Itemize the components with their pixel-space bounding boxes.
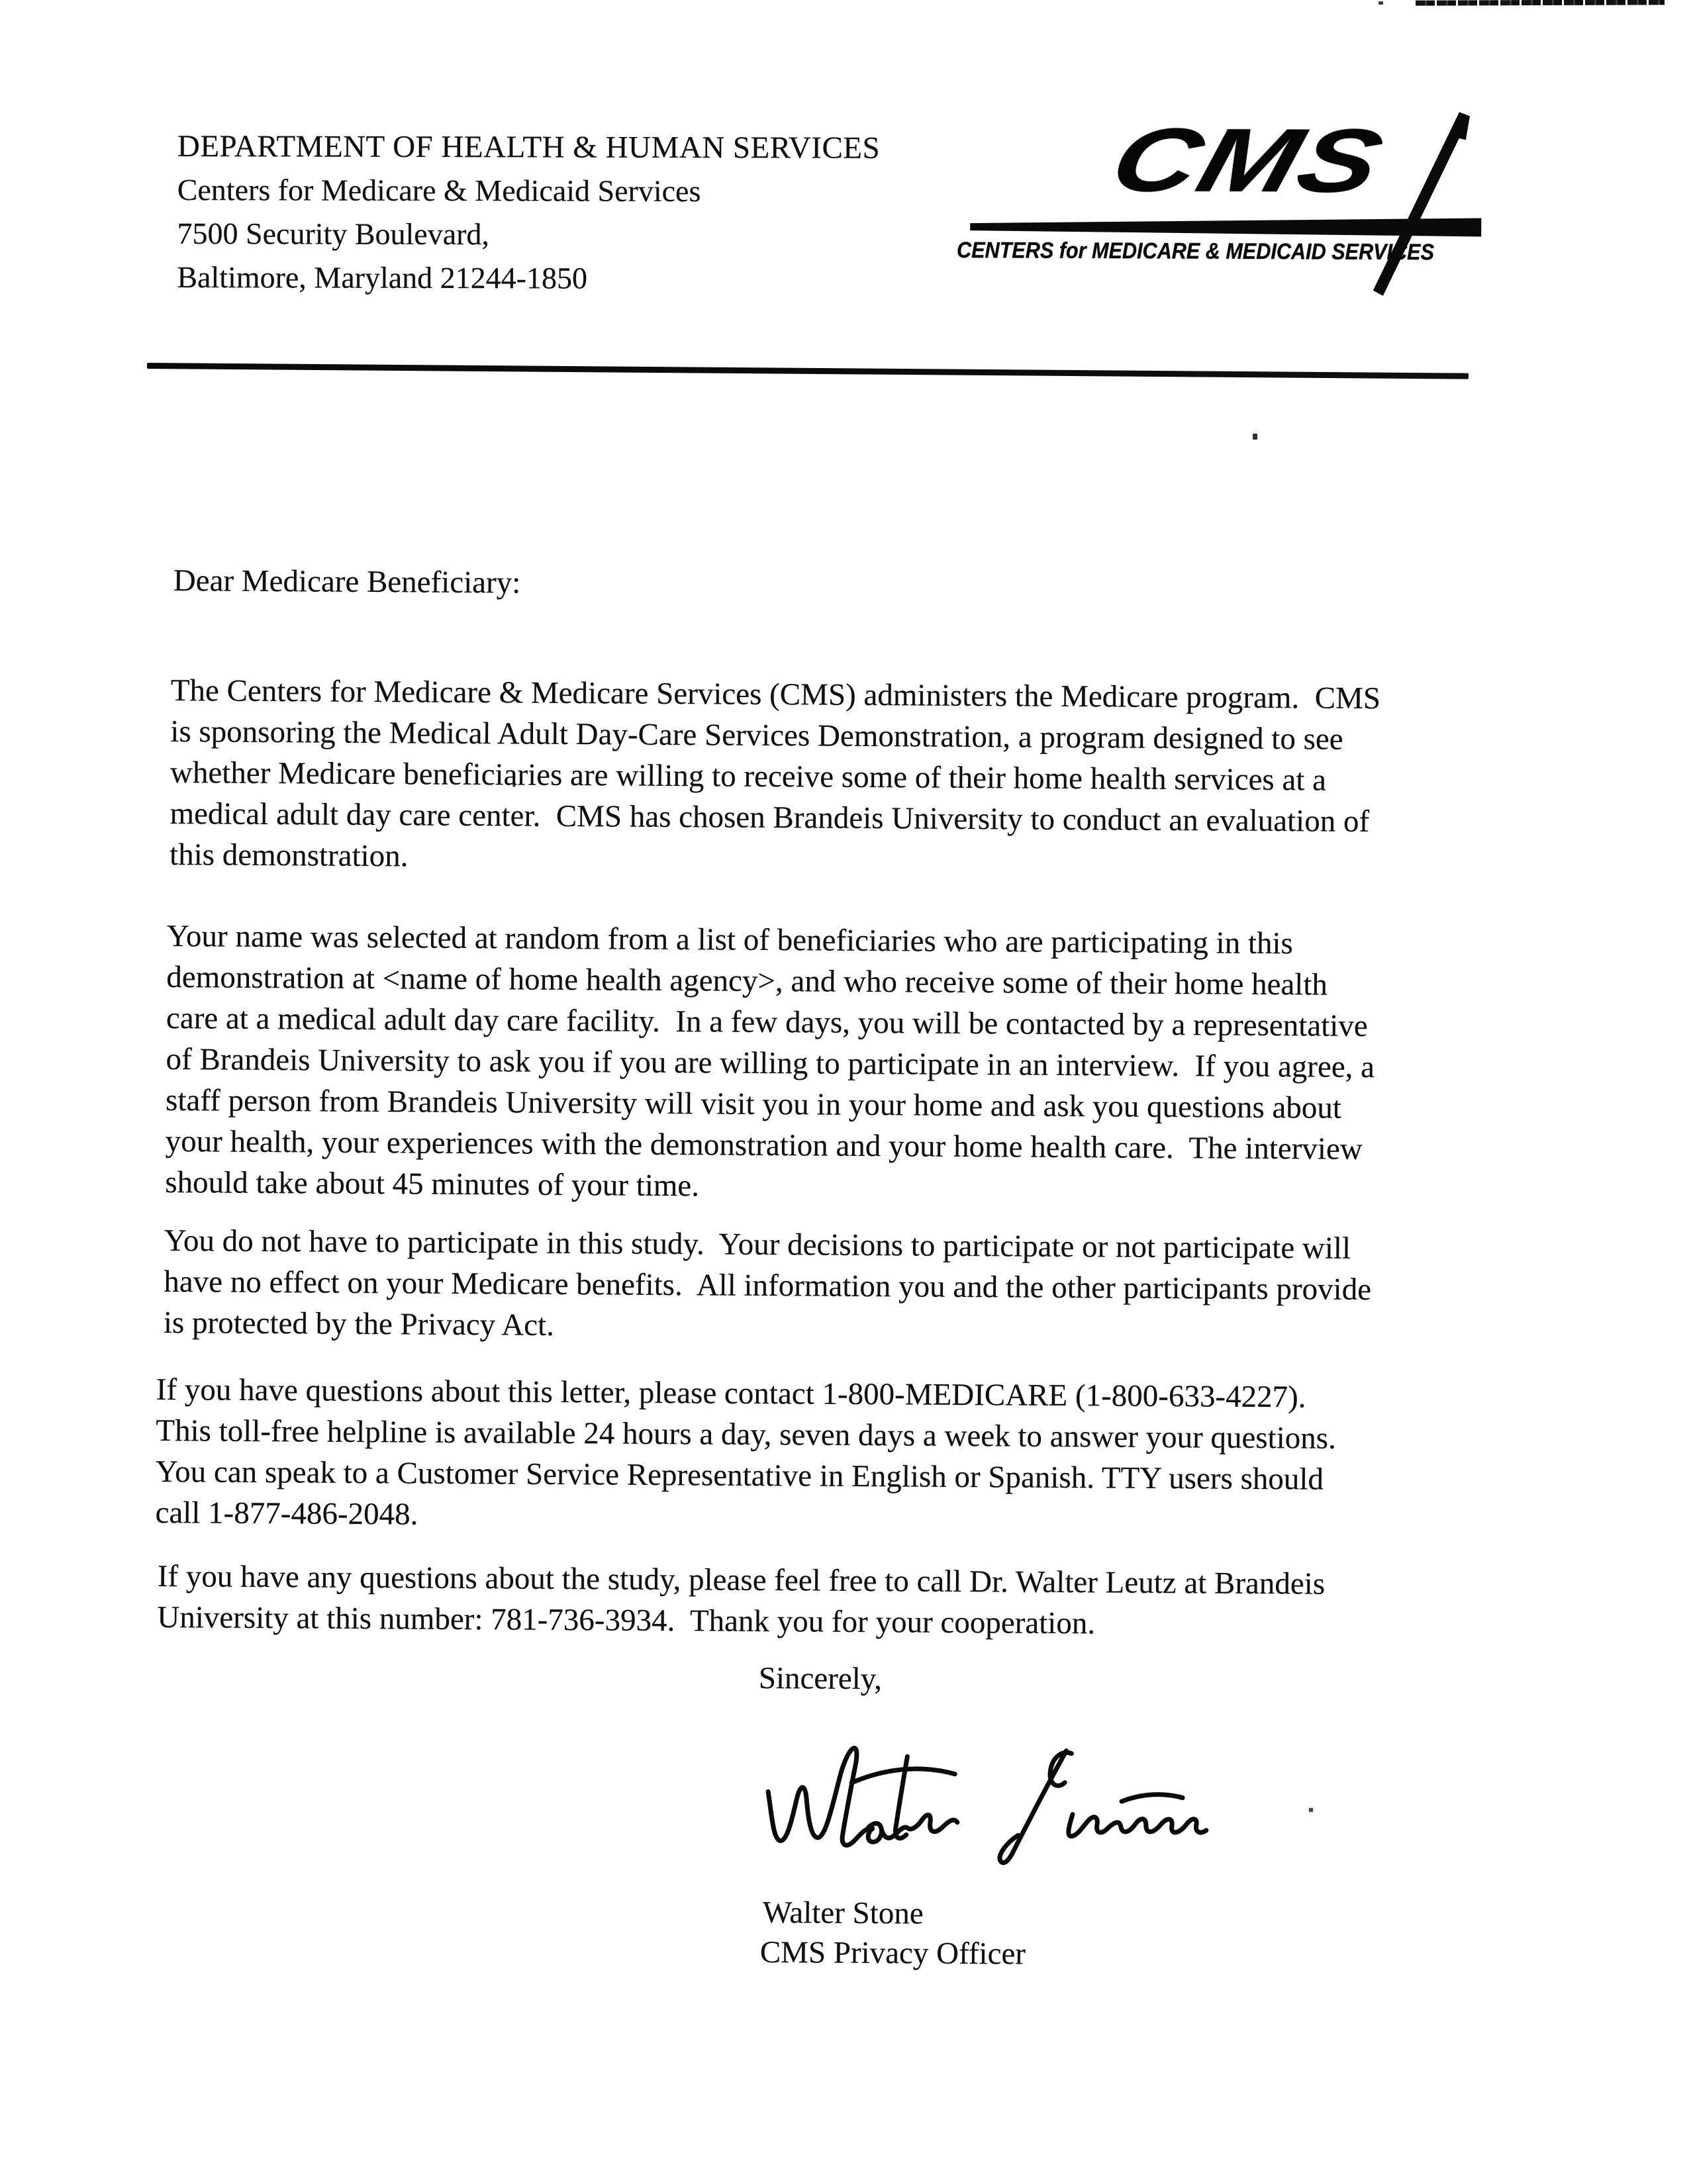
text-line: The Centers for Medicare & Medicare Services (CMS) administers the Medicare program. CMS: [170, 673, 1381, 716]
agency-name: Centers for Medicare & Medicaid Services: [177, 172, 701, 209]
text-line: Your name was selected at random from a list of beneficiaries who are participating in this: [166, 918, 1294, 961]
text-line: University at this number: 781-736-3934. Thank you for your cooperation.: [157, 1599, 1096, 1641]
text-line: of Brandeis University to ask you if you are willing to participate in an interview. If you agree, a: [166, 1041, 1375, 1085]
text-line: demonstration at <name of home health agency>, and who receive some of their home health: [166, 959, 1328, 1002]
cms-logo-slash-icon: [953, 107, 1483, 328]
text-line: this demonstration.: [169, 837, 409, 874]
agency-street-address: 7500 Security Boulevard,: [177, 216, 490, 252]
cms-logo-acronym: CMS: [1100, 109, 1395, 211]
signature-title: CMS Privacy Officer: [759, 1935, 1026, 1971]
handwritten-signature-walter-stone: [753, 1734, 1217, 1876]
paragraph-study-contact: [157, 1556, 1325, 1646]
text-line: medical adult day care center. CMS has chosen Brandeis University to conduct an evaluation of: [170, 796, 1370, 839]
agency-city-state-zip: Baltimore, Maryland 21244-1850: [177, 260, 588, 295]
text-line: You can speak to a Customer Service Representative in English or Spanish. TTY users should: [155, 1454, 1324, 1497]
paragraph-selection-details: [165, 916, 1375, 1211]
text-line: is sponsoring the Medical Adult Day-Care Services Demonstration, a program designed to see: [170, 714, 1343, 757]
paragraph-participation-voluntary: [164, 1220, 1372, 1351]
paragraph-intro: [170, 670, 1380, 883]
text-line: whether Medicare beneficiaries are willing to receive some of their home health services at a: [170, 755, 1327, 798]
letterhead-divider-rule: [147, 363, 1469, 379]
salutation: Dear Medicare Beneficiary:: [173, 563, 521, 600]
scan-speck: [1253, 434, 1257, 440]
cms-logo: [953, 107, 1483, 328]
text-line: staff person from Brandeis University will visit you in your home and ask you questions about: [165, 1082, 1342, 1125]
paragraph-medicare-contact: [155, 1369, 1336, 1541]
text-line: This toll-free helpline is available 24 hours a day, seven days a week to answer your questions.: [156, 1413, 1336, 1456]
text-line: call 1-877-486-2048.: [155, 1495, 418, 1532]
letterhead: [177, 124, 880, 301]
text-line: If you have questions about this letter, please contact 1-800-MEDICARE (1-800-633-4227).: [156, 1372, 1306, 1415]
text-line: If you have any questions about the study, please feel free to call Dr. Walter Leutz at Brandeis: [157, 1559, 1326, 1601]
scan-speck: [1309, 1808, 1313, 1812]
scan-speck: [1379, 1, 1383, 5]
closing-sincerely: Sincerely,: [758, 1661, 883, 1697]
department-name: DEPARTMENT OF HEALTH & HUMAN SERVICES: [177, 128, 881, 166]
text-line: You do not have to participate in this study. Your decisions to participate or not participate will: [164, 1223, 1351, 1266]
cms-logo-tagline: CENTERS for MEDICARE & MEDICAID SERVICES: [956, 238, 1435, 265]
scan-artifact-top-edge: [1416, 0, 1665, 6]
text-line: is protected by the Privacy Act.: [163, 1305, 555, 1343]
signature-typed-name: Walter Stone: [762, 1895, 924, 1931]
text-line: have no effect on your Medicare benefits. All information you and the other participants provide: [164, 1264, 1372, 1307]
text-line: your health, your experiences with the demonstration and your home health care. The interview: [165, 1123, 1363, 1166]
text-line: should take about 45 minutes of your time.: [165, 1164, 700, 1204]
text-line: care at a medical adult day care facility. In a few days, you will be contacted by a representative: [166, 1000, 1368, 1044]
